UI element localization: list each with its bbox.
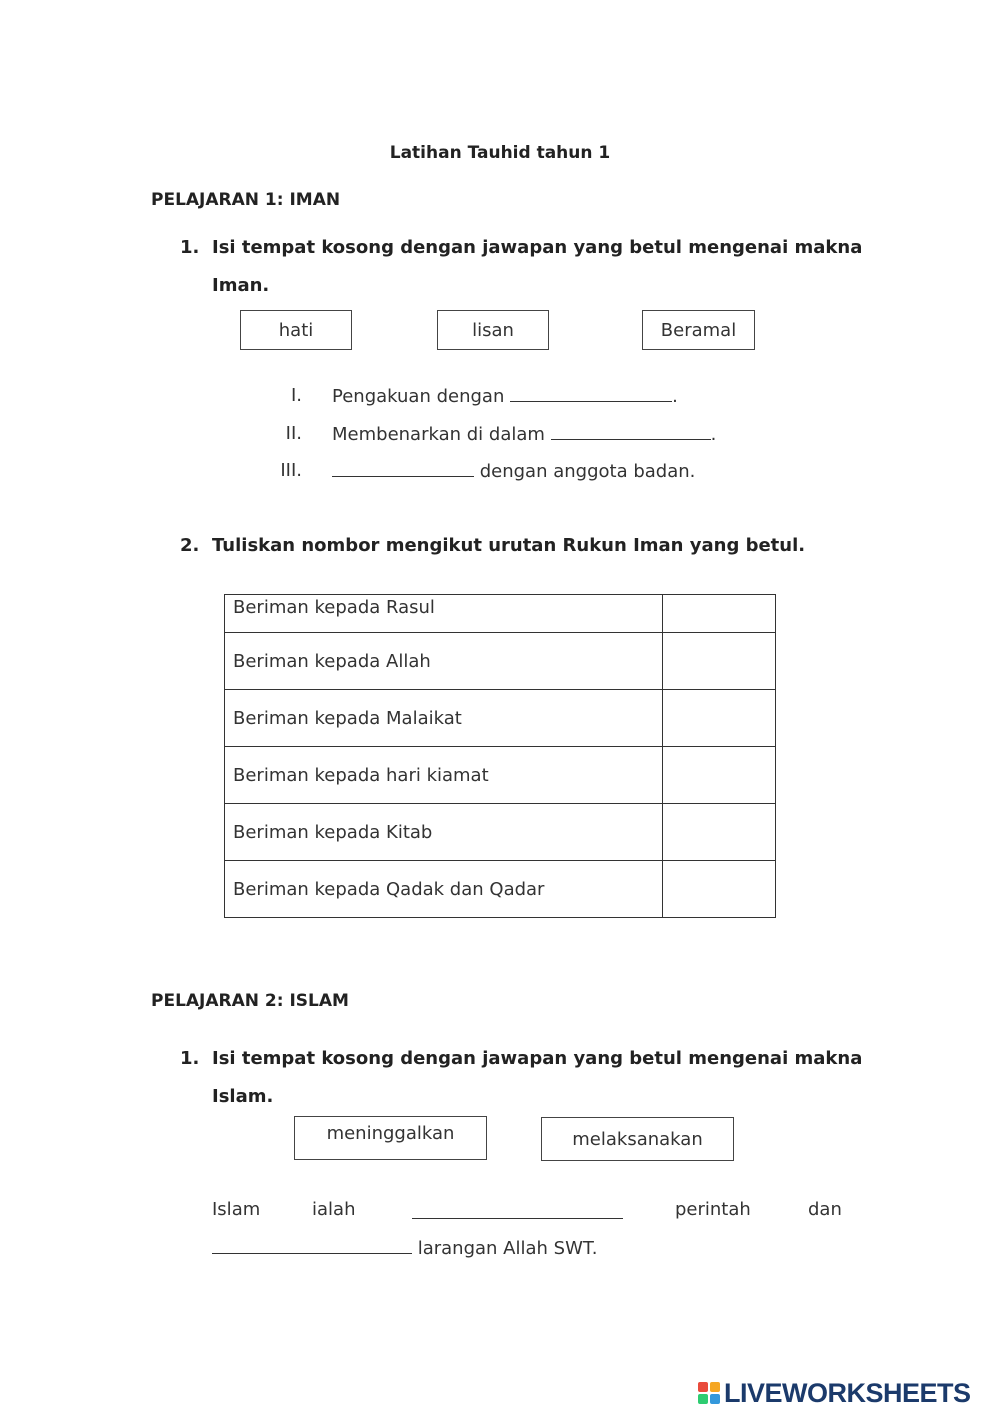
sentence-word: ialah	[312, 1199, 356, 1220]
logo-square	[698, 1394, 708, 1404]
answer-cell[interactable]	[663, 633, 776, 690]
fill-item-2	[332, 423, 716, 445]
sentence-end: larangan Allah SWT.	[412, 1238, 598, 1259]
table-row	[225, 633, 776, 690]
rukun-label: Beriman kepada Kitab	[225, 804, 663, 861]
item-text-before: Pengakuan dengan	[332, 386, 511, 407]
question-text-line1: Isi tempat kosong dengan jawapan yang betul mengenai makna	[212, 237, 863, 258]
table-row	[225, 690, 776, 747]
answer-cell[interactable]	[663, 861, 776, 918]
answer-blank[interactable]	[332, 460, 474, 477]
logo-square	[698, 1382, 708, 1392]
sentence-word: Islam	[212, 1199, 261, 1220]
table-row	[225, 595, 776, 633]
question-text: Tuliskan nombor mengikut urutan Rukun Iman yang betul.	[212, 535, 806, 556]
logo-square	[710, 1382, 720, 1392]
answer-cell[interactable]	[663, 804, 776, 861]
section-heading-islam: PELAJARAN 2: ISLAM	[151, 991, 349, 1011]
answer-cell[interactable]	[663, 595, 776, 633]
question-number: 2.	[180, 535, 200, 556]
answer-blank[interactable]	[551, 423, 711, 440]
question-number: 1.	[180, 237, 200, 258]
answer-cell[interactable]	[663, 747, 776, 804]
answer-blank[interactable]	[510, 385, 672, 402]
rukun-iman-table	[224, 594, 776, 918]
fill-item-3	[332, 460, 695, 482]
word-box-lisan[interactable]: lisan	[437, 310, 549, 350]
item-roman-3: III.	[280, 460, 302, 481]
page-title: Latihan Tauhid tahun 1	[389, 143, 611, 163]
question-text-line2: Iman.	[212, 275, 270, 296]
logo-text: LIVEWORKSHEETS	[724, 1377, 971, 1408]
word-box-hati[interactable]: hati	[240, 310, 352, 350]
table-row	[225, 804, 776, 861]
section-heading-iman: PELAJARAN 1: IMAN	[151, 190, 341, 210]
question-text-line2: Islam.	[212, 1086, 274, 1107]
liveworksheets-logo	[698, 1375, 971, 1411]
word-box-melaksanakan[interactable]: melaksanakan	[541, 1117, 734, 1161]
fill-item-1	[332, 385, 678, 407]
item-roman-2: II.	[285, 423, 302, 444]
table-row	[225, 747, 776, 804]
item-text-after: .	[710, 424, 717, 445]
question-text	[212, 1040, 872, 1116]
item-text-after: .	[672, 386, 678, 407]
rukun-label: Beriman kepada hari kiamat	[225, 747, 663, 804]
item-text-before: Membenarkan di dalam	[332, 424, 551, 445]
word-box-meninggalkan[interactable]: meninggalkan	[294, 1116, 487, 1160]
rukun-label: Beriman kepada Malaikat	[225, 690, 663, 747]
question-number: 1.	[180, 1048, 200, 1069]
question-text-line1: Isi tempat kosong dengan jawapan yang betul mengenai makna	[212, 1048, 863, 1069]
rukun-label: Beriman kepada Rasul	[225, 595, 663, 633]
word-box-beramal[interactable]: Beramal	[642, 310, 755, 350]
logo-mark-icon	[698, 1382, 720, 1404]
rukun-label: Beriman kepada Qadak dan Qadar	[225, 861, 663, 918]
sentence-line-2	[212, 1237, 597, 1259]
item-roman-1: I.	[290, 385, 302, 406]
answer-blank[interactable]	[412, 1202, 623, 1219]
question-text	[212, 229, 872, 305]
item-text-after: dengan anggota badan.	[474, 461, 696, 482]
sentence-word: perintah	[675, 1199, 751, 1220]
rukun-label: Beriman kepada Allah	[225, 633, 663, 690]
sentence-word: dan	[808, 1199, 842, 1220]
answer-cell[interactable]	[663, 690, 776, 747]
sentence-blank-1	[412, 1202, 623, 1223]
answer-blank[interactable]	[212, 1237, 412, 1254]
logo-square	[710, 1394, 720, 1404]
table-row	[225, 861, 776, 918]
